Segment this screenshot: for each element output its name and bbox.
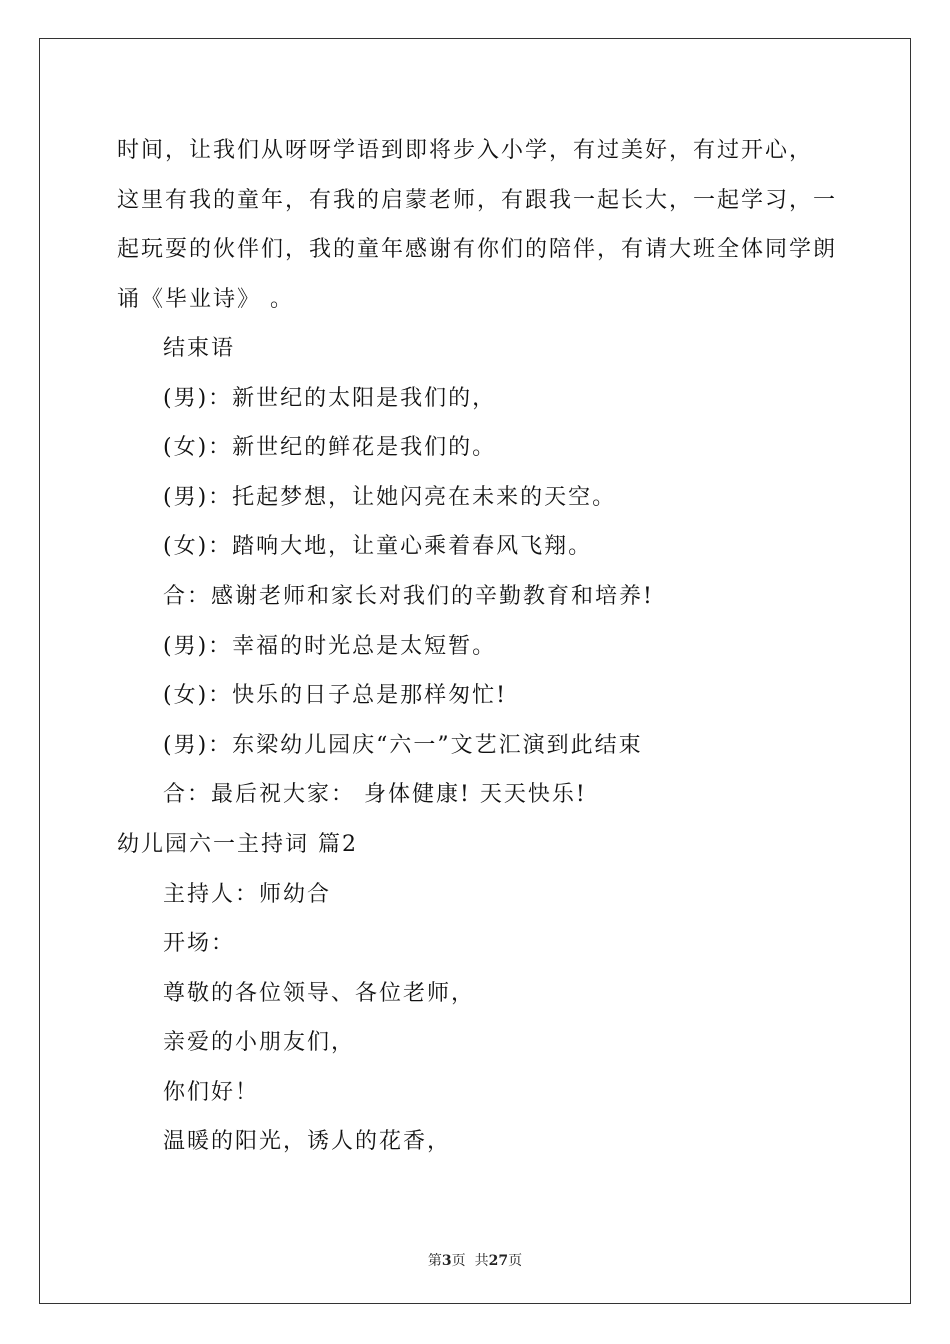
- section-line: 开场：: [163, 931, 236, 956]
- section-heading: 幼儿园六一主持词 篇2: [117, 832, 358, 857]
- footer-prefix: 第: [427, 1253, 442, 1269]
- paragraph-line: 起玩耍的伙伴们，我的童年感谢有你们的陪伴，有请大班全体同学朗: [117, 237, 838, 262]
- section-line: 温暖的阳光，诱人的花香，: [163, 1129, 452, 1154]
- paragraph-line: 诵《毕业诗》 。: [117, 287, 294, 312]
- page-border: [39, 38, 911, 1304]
- total-page-number: 27: [488, 1253, 509, 1269]
- current-page-number: 3: [441, 1253, 452, 1269]
- section-line: 你们好！: [163, 1080, 260, 1105]
- dialogue-line: (男)：幸福的时光总是太短暂。: [163, 634, 497, 659]
- dialogue-line: (男)：托起梦想，让她闪亮在未来的天空。: [163, 485, 617, 510]
- dialogue-line: (男)：新世纪的太阳是我们的，: [163, 386, 497, 411]
- dialogue-line: (女)：踏响大地，让童心乘着春风飞翔。: [163, 534, 593, 559]
- section-line: 亲爱的小朋友们，: [163, 1030, 356, 1055]
- footer-middle: 页 共: [451, 1253, 489, 1269]
- dialogue-line: 合：最后祝大家： 身体健康! 天天快乐!: [163, 782, 587, 807]
- dialogue-line: (女)：新世纪的鲜花是我们的。: [163, 435, 497, 460]
- paragraph-line: 时间，让我们从呀呀学语到即将步入小学，有过美好，有过开心，: [117, 138, 814, 163]
- dialogue-line: (女)：快乐的日子总是那样匆忙!: [163, 683, 508, 708]
- dialogue-line: (男)：东梁幼儿园庆“六一”文艺汇演到此结束: [163, 733, 643, 758]
- section-line: 尊敬的各位领导、各位老师，: [163, 981, 476, 1006]
- page-footer: [0, 1250, 950, 1270]
- footer-suffix: 页: [508, 1253, 523, 1269]
- section-line: 主持人：师幼合: [163, 882, 332, 907]
- dialogue-line: 合：感谢老师和家长对我们的辛勤教育和培养!: [163, 584, 654, 609]
- paragraph-line: 这里有我的童年，有我的启蒙老师，有跟我一起长大，一起学习，一: [117, 188, 838, 213]
- closing-title: 结束语: [163, 336, 236, 361]
